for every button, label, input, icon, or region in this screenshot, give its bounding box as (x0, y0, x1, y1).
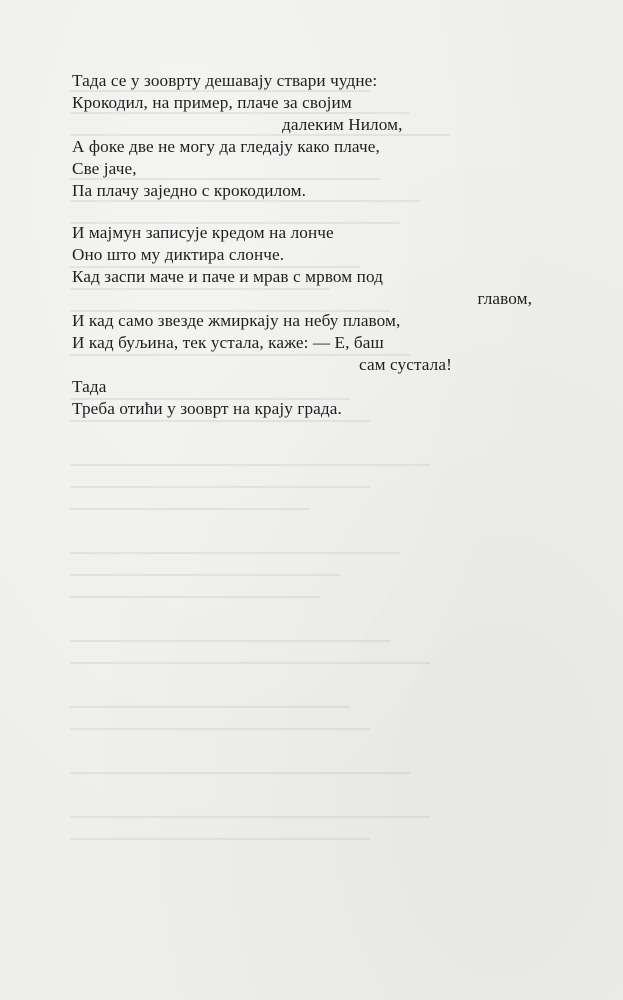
poem-line: И кад буљина, тек устала, каже: — Е, баш (72, 333, 384, 352)
poem-line: далеким Нилом, (282, 115, 403, 134)
poem-line: Тада (72, 377, 107, 396)
poem-line: Оно што му диктира слонче. (72, 245, 285, 264)
poem-line: И мајмун записује кредом на лонче (72, 223, 334, 242)
poem-line: Кад заспи маче и паче и мрав с мрвом под (72, 267, 383, 286)
poem-line: Све јаче, (72, 159, 137, 178)
poem-line: Крокодил, на пример, плаче за својим (72, 93, 352, 112)
poem-line: А фоке две не могу да гледају како плаче, (72, 137, 380, 156)
poem-line: Тада се у зооврту дешавају ствари чудне: (72, 71, 378, 90)
poem-line: главом, (477, 289, 532, 308)
poem-line: Треба отићи у зооврт на крају града. (72, 399, 342, 418)
stanza-gap (72, 202, 532, 222)
poem-text (72, 70, 532, 420)
poem-line: И кад само звезде жмиркају на небу плавом, (72, 311, 401, 330)
poem-line: сам сустала! (359, 355, 452, 374)
poem-line: Па плачу заједно с крокодилом. (72, 181, 307, 200)
